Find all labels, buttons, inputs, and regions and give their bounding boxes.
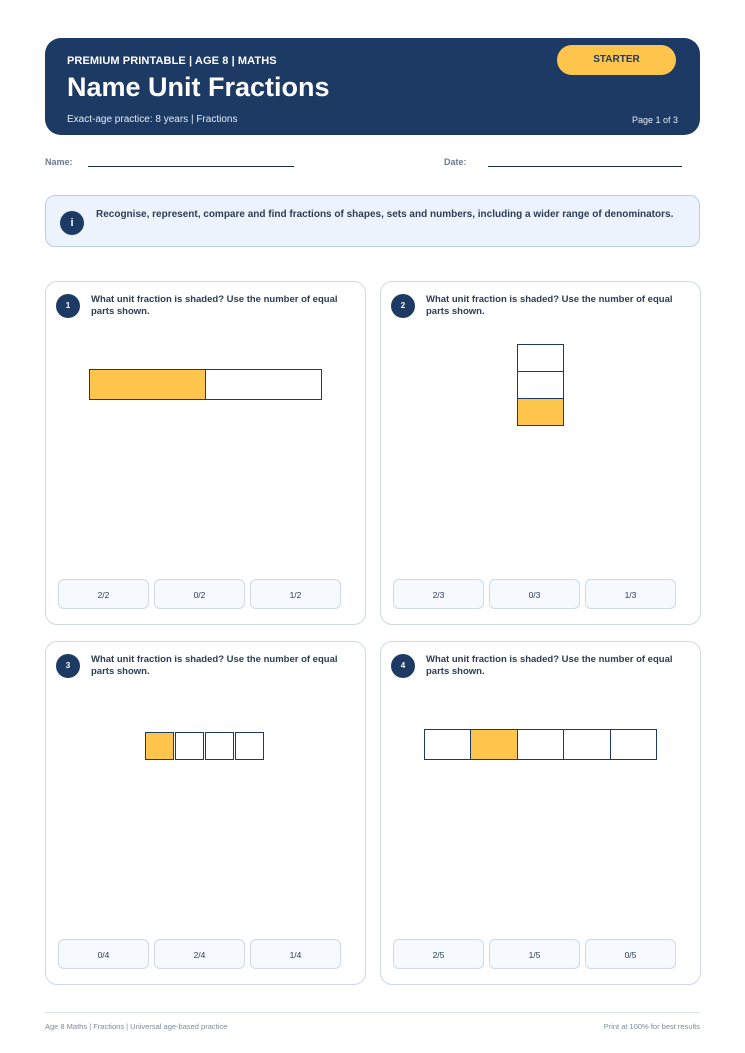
worksheet-header <box>45 38 700 135</box>
answer-option[interactable]: 0/3 <box>489 579 580 609</box>
fraction-part-shaded <box>470 729 518 760</box>
fraction-part <box>517 371 564 399</box>
question-text: What unit fraction is shaded? Use the number of equal parts shown. <box>91 294 338 317</box>
question-text: What unit fraction is shaded? Use the number of equal parts shown. <box>426 294 673 317</box>
name-line[interactable] <box>88 166 294 167</box>
question-text: What unit fraction is shaded? Use the number of equal parts shown. <box>426 654 673 677</box>
info-icon: i <box>60 211 84 235</box>
page-title: Name Unit Fractions <box>67 72 330 102</box>
answer-option[interactable]: 1/3 <box>585 579 676 609</box>
fraction-part <box>175 732 204 760</box>
answer-option[interactable]: 1/2 <box>250 579 341 609</box>
level-badge: STARTER <box>557 45 676 75</box>
question-number: 4 <box>391 654 415 678</box>
fraction-part <box>610 729 657 760</box>
question-card-1 <box>45 281 366 625</box>
footer-left: Age 8 Maths | Fractions | Universal age-based practice <box>45 1022 228 1031</box>
fraction-part <box>424 729 471 760</box>
question-card-3 <box>45 641 366 985</box>
fraction-part <box>517 729 564 760</box>
question-number: 3 <box>56 654 80 678</box>
fraction-part <box>205 369 322 400</box>
fraction-part <box>563 729 611 760</box>
header-kicker: PREMIUM PRINTABLE | AGE 8 | MATHS <box>67 55 277 67</box>
question-card-4 <box>380 641 701 985</box>
question-text: What unit fraction is shaded? Use the number of equal parts shown. <box>91 654 338 677</box>
info-text: Recognise, represent, compare and find fractions of shapes, sets and numbers, including a wider range of denominators. <box>96 209 674 220</box>
date-label: Date: <box>444 157 467 167</box>
footer-divider <box>45 1012 700 1013</box>
fraction-part <box>235 732 264 760</box>
fraction-part-shaded <box>145 732 174 760</box>
question-number: 2 <box>391 294 415 318</box>
answer-option[interactable]: 1/4 <box>250 939 341 969</box>
answer-option[interactable]: 2/3 <box>393 579 484 609</box>
page-number: Page 1 of 3 <box>631 115 678 125</box>
fraction-part <box>517 344 564 372</box>
question-card-2 <box>380 281 701 625</box>
name-label: Name: <box>45 157 73 167</box>
date-line[interactable] <box>488 166 682 167</box>
fraction-part <box>205 732 234 760</box>
fraction-part-shaded <box>89 369 206 400</box>
answer-option[interactable]: 2/2 <box>58 579 149 609</box>
answer-option[interactable]: 1/5 <box>489 939 580 969</box>
answer-option[interactable]: 2/4 <box>154 939 245 969</box>
fraction-part-shaded <box>517 398 564 426</box>
answer-option[interactable]: 0/2 <box>154 579 245 609</box>
footer-right: Print at 100% for best results <box>603 1022 700 1031</box>
answer-option[interactable]: 2/5 <box>393 939 484 969</box>
question-number: 1 <box>56 294 80 318</box>
header-subtitle: Exact-age practice: 8 years | Fractions <box>67 114 238 125</box>
info-banner <box>45 195 700 247</box>
answer-option[interactable]: 0/5 <box>585 939 676 969</box>
answer-option[interactable]: 0/4 <box>58 939 149 969</box>
